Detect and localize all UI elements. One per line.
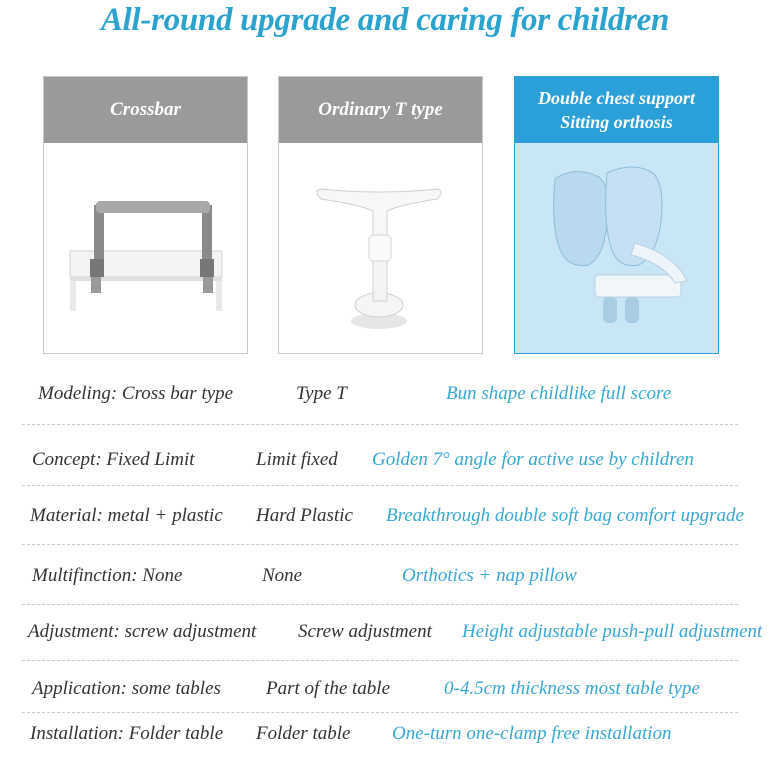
double-chest-support-card	[514, 76, 719, 354]
t-type-cell: Screw adjustment	[298, 621, 432, 642]
card-label-line: Double chest support	[537, 88, 696, 108]
feature-cell: Modeling: Cross bar type	[38, 383, 234, 404]
comparison-row	[20, 613, 763, 653]
double-chest-support-icon	[515, 143, 718, 353]
t-type-card	[278, 76, 483, 354]
t-type-cell: Part of the table	[266, 678, 391, 699]
comparison-row	[20, 557, 740, 597]
card-label-line: Sitting orthosis	[560, 112, 673, 132]
card-header	[279, 77, 482, 143]
t-type-cell: Limit fixed	[256, 449, 338, 470]
comparison-row	[20, 497, 744, 537]
double-support-cell: Orthotics + nap pillow	[402, 565, 577, 586]
double-support-cell: Bun shape childlike full score	[446, 383, 672, 404]
t-type-cell: None	[262, 565, 303, 586]
feature-cell: Multifinction: None	[32, 565, 183, 586]
page-title: All-round upgrade and caring for children	[100, 2, 670, 38]
card-header	[515, 77, 718, 143]
card-label: Crossbar	[110, 99, 181, 120]
t-type-cell: Hard Plastic	[256, 505, 353, 526]
row-divider	[22, 544, 738, 545]
crossbar-card	[43, 76, 248, 354]
double-support-cell: 0-4.5cm thickness most table type	[444, 678, 700, 699]
comparison-row	[20, 375, 740, 415]
t-type-cell: Type T	[296, 383, 347, 404]
comparison-row	[20, 441, 740, 481]
crossbar-bracket-icon	[44, 143, 247, 353]
row-divider	[22, 424, 738, 425]
feature-cell: Concept: Fixed Limit	[32, 449, 195, 470]
row-divider	[22, 660, 738, 661]
row-divider	[22, 712, 738, 713]
feature-cell: Material: metal + plastic	[30, 505, 223, 526]
feature-cell: Installation: Folder table	[30, 723, 224, 744]
feature-cell: Application: some tables	[32, 678, 221, 699]
t-type-cell: Folder table	[256, 723, 351, 744]
comparison-row	[20, 670, 740, 710]
card-header	[44, 77, 247, 143]
double-support-cell: Golden 7° angle for active use by children	[372, 449, 694, 470]
row-divider	[22, 485, 738, 486]
double-support-cell: Breakthrough double soft bag comfort upgrade	[386, 505, 744, 526]
double-support-cell: One-turn one-clamp free installation	[392, 723, 672, 744]
double-support-cell: Height adjustable push-pull adjustment	[462, 621, 763, 642]
comparison-row	[20, 715, 740, 755]
feature-cell: Adjustment: screw adjustment	[28, 621, 257, 642]
card-label: Ordinary T type	[318, 99, 443, 120]
t-type-support-icon	[279, 143, 482, 353]
row-divider	[22, 604, 738, 605]
